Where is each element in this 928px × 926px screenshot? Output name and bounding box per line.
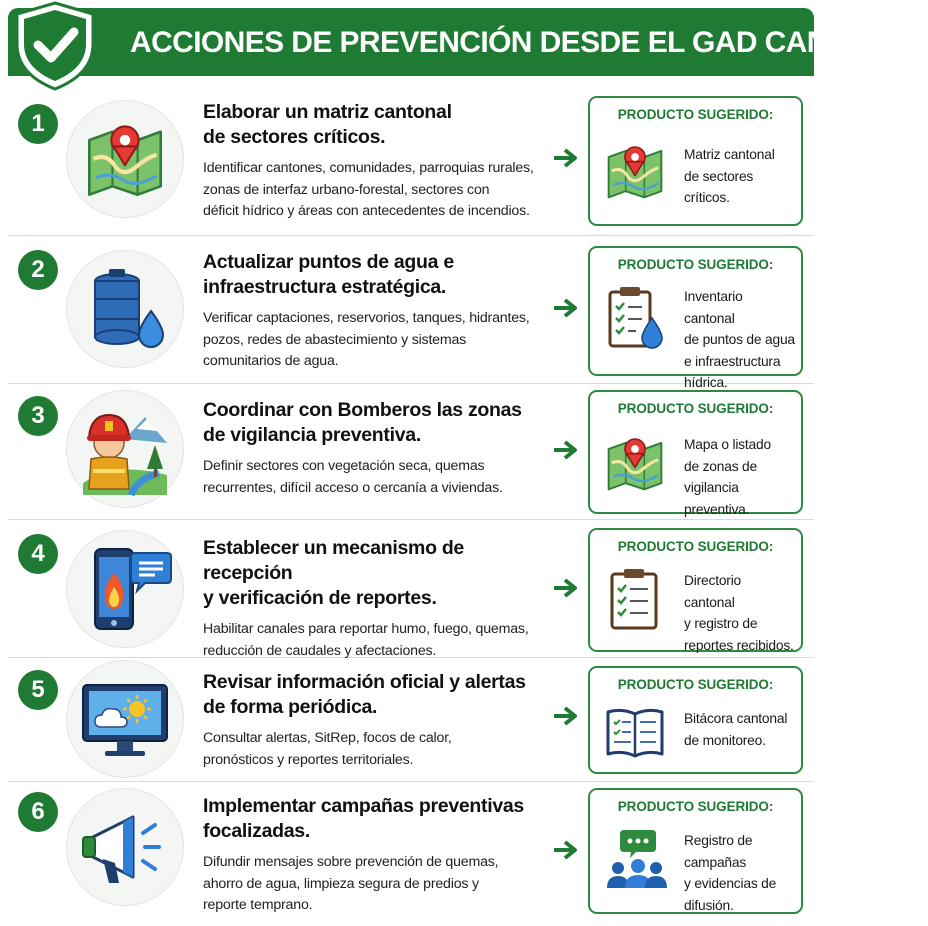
open-book-icon [604,702,666,762]
step-number: 1 [18,104,58,144]
firefighter-icon [75,399,175,499]
monitor-weather-icon [77,671,173,767]
page-title: ACCIONES DE PREVENCIÓN DESDE EL GAD CANTONAL [130,26,928,59]
action-row-1 [8,88,814,236]
product-text: Bitácora cantonal de monitoreo. [684,711,788,748]
product-card [588,788,803,914]
community-chat-icon [604,826,666,892]
product-card [588,246,803,390]
product-label: PRODUCTO SUGERIDO: [617,799,774,814]
product-card [588,390,803,517]
illustration-phone-report [66,530,184,648]
step-number: 5 [18,670,58,710]
action-title: Implementar campañas preventivas focalizadas. [203,795,524,842]
action-title: Revisar información oficial y alertas de forma periódica. [203,671,526,718]
arrow-right-icon [552,704,582,728]
map-pin-icon [604,138,666,204]
product-text: Directorio cantonal y registro de reportes recibidos. [684,573,794,653]
product-text: Inventario cantonal de puntos de agua e infraestructura hídrica. [684,289,795,390]
action-title: Coordinar con Bomberos las zonas de vigilancia preventiva. [203,399,522,446]
step-number: 3 [18,396,58,436]
step-number: 2 [18,250,58,290]
action-title: Establecer un mecanismo de recepción y verificación de reportes. [203,537,464,609]
action-title: Actualizar puntos de agua e infraestructura estratégica. [203,251,454,298]
product-label: PRODUCTO SUGERIDO: [617,401,774,416]
action-row-2 [8,236,814,390]
product-card [588,666,803,774]
arrow-right-icon [552,438,582,462]
product-text: Matriz cantonal de sectores críticos. [684,147,775,205]
illustration-water-tank [66,250,184,368]
action-description: Identificar cantones, comunidades, parroquias rurales, zonas de interfaz urbano-forestal, sectores con déficit hídrico y áreas con antecedentes de incendios. [203,160,534,219]
arrow-right-icon [552,576,582,600]
arrow-right-icon [552,296,582,320]
product-label: PRODUCTO SUGERIDO: [617,677,774,692]
action-row-5 [8,658,814,782]
product-label: PRODUCTO SUGERIDO: [617,107,774,122]
product-card [588,528,803,652]
illustration-monitor [66,660,184,778]
phone-fire-icon [77,541,173,637]
map-pin-icon [83,117,167,201]
product-text: Registro de campañas y evidencias de difusión. [684,833,777,913]
product-label: PRODUCTO SUGERIDO: [617,257,774,272]
action-description: Difundir mensajes sobre prevención de quemas, ahorro de agua, limpieza segura de predios y reporte temprano. [203,854,499,913]
action-row-4 [8,520,814,658]
action-description: Verificar captaciones, reservorios, tanques, hidrantes, pozos, redes de abastecimiento y sistemas comunitarios de agua. [203,310,530,369]
clipboard-water-icon [604,284,666,350]
action-description: Consultar alertas, SitRep, focos de calor, pronósticos y reportes territoriales. [203,730,452,768]
step-number: 6 [18,792,58,832]
action-description: Definir sectores con vegetación seca, quemas recurrentes, difícil acceso o cercanía a viviendas. [203,458,503,496]
header-banner [8,8,928,76]
illustration-megaphone [66,788,184,906]
checklist-icon [604,566,666,632]
illustration-map [66,100,184,218]
product-card [588,96,803,226]
action-description: Habilitar canales para reportar humo, fuego, quemas, reducción de caudales y afectaciones. [203,621,529,659]
arrow-right-icon [552,146,582,170]
illustration-firefighter [66,390,184,508]
megaphone-icon [77,799,173,895]
action-row-6 [8,782,814,922]
product-label: PRODUCTO SUGERIDO: [617,539,774,554]
water-tank-icon [77,261,173,357]
map-pin-icon [604,430,666,496]
shield-check-icon [8,0,102,92]
step-number: 4 [18,534,58,574]
action-title: Elaborar un matriz cantonal de sectores críticos. [203,101,452,148]
product-text: Mapa o listado de zonas de vigilancia preventiva. [684,437,771,517]
action-row-3 [8,384,814,520]
arrow-right-icon [552,838,582,862]
